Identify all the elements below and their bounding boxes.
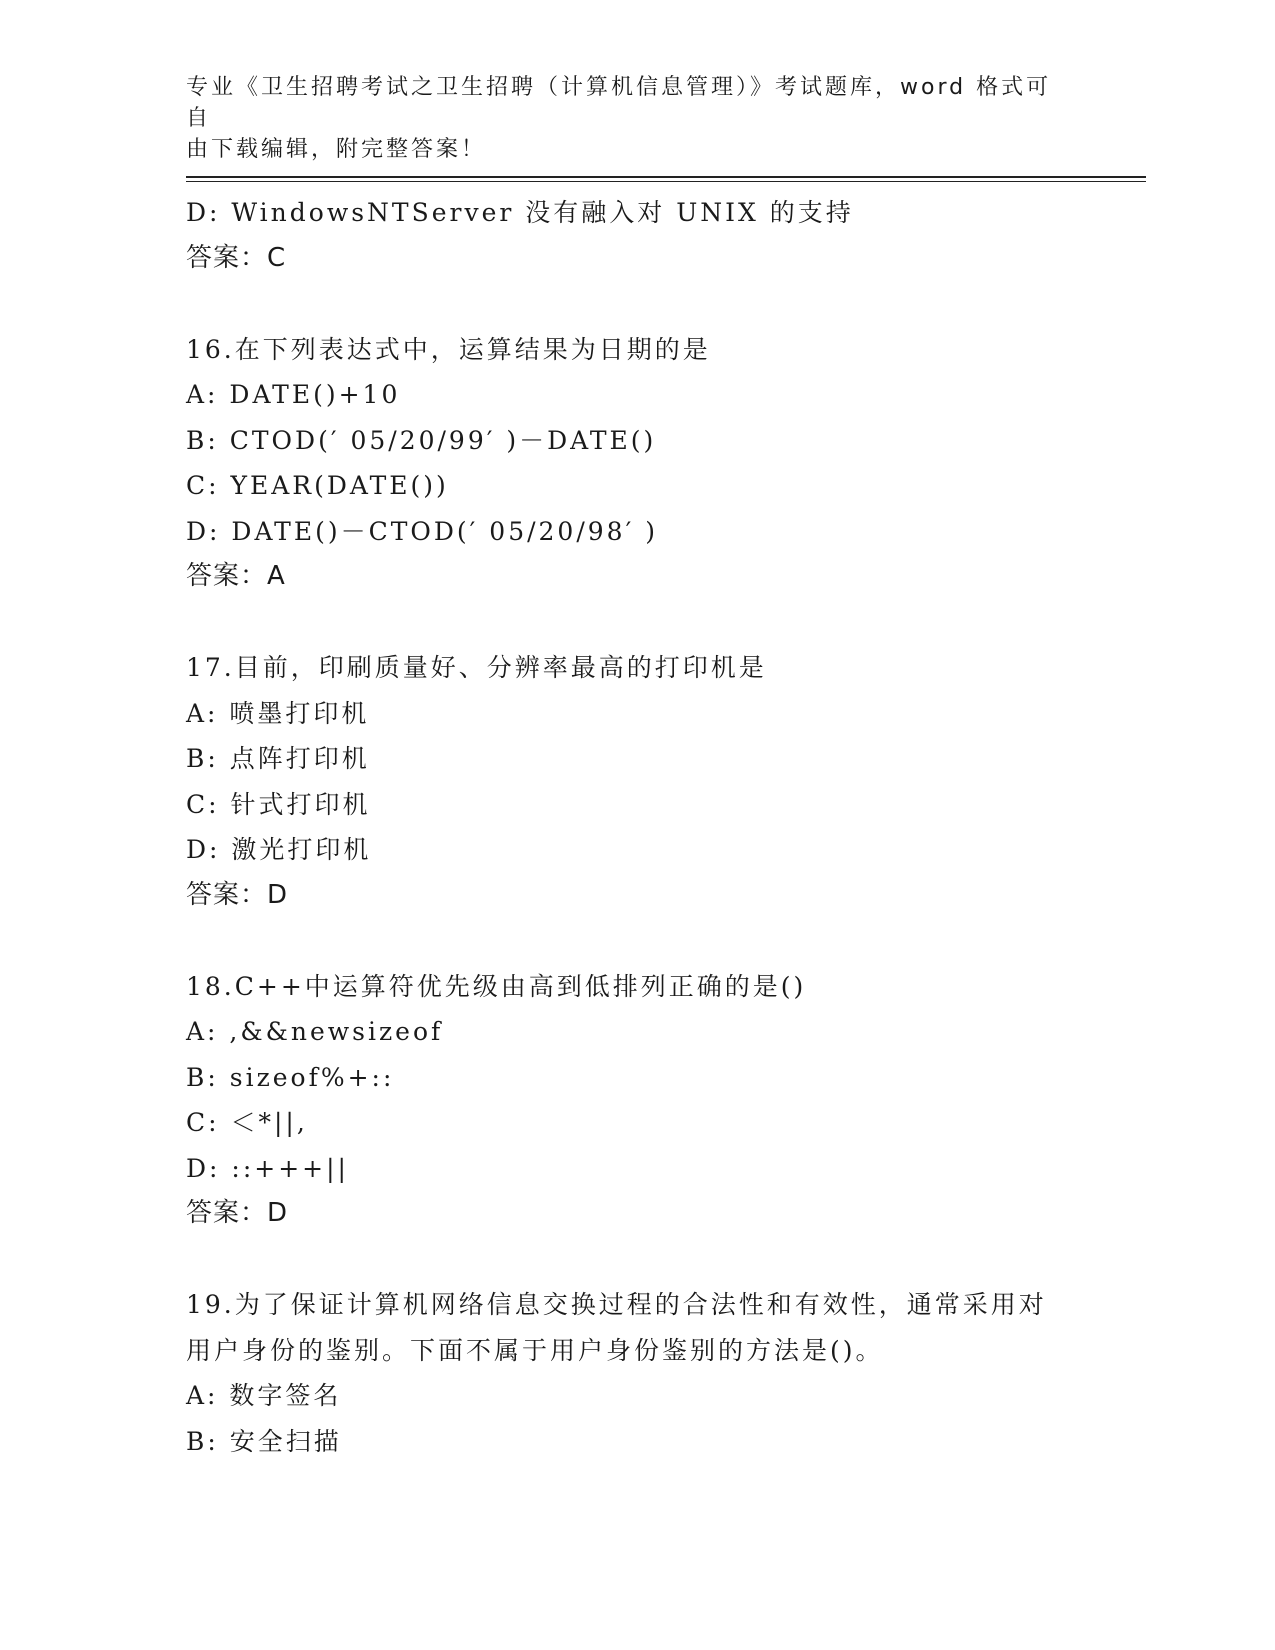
q17-option-a: A: 喷墨打印机 — [186, 698, 370, 728]
q17-option-c: C: 针式打印机 — [186, 789, 371, 819]
q16-option-d: D: DATE()－CTOD(′ 05/20/98′ ) — [186, 516, 658, 546]
q19-stem-line-2: 用户身份的鉴别。下面不属于用户身份鉴别的方法是()。 — [186, 1335, 884, 1365]
header-divider-thick — [186, 176, 1146, 178]
spacer — [186, 600, 1086, 646]
q17-stem: 17.目前，印刷质量好、分辨率最高的打印机是 — [186, 653, 767, 682]
q17-option-b: B: 点阵打印机 — [186, 744, 370, 773]
q18-option-a: A: ,&&newsizeof — [186, 1017, 444, 1046]
spacer — [186, 1237, 1086, 1283]
q18-option-b: B: sizeof%+:: — [186, 1062, 395, 1092]
q19-option-b: B: 安全扫描 — [186, 1426, 342, 1456]
header-divider-thin — [186, 181, 1146, 182]
document-header — [186, 72, 1066, 165]
q17-answer: 答案：D — [186, 879, 289, 910]
q18-stem: 18.C++中运算符优先级由高到低排列正确的是() — [186, 971, 807, 1001]
prev-option-d: D: WindowsNTServer 没有融入对 UNIX 的支持 — [186, 198, 854, 227]
q17-option-d: D: 激光打印机 — [186, 835, 372, 864]
q16-option-a: A: DATE()+10 — [186, 380, 401, 409]
spacer — [186, 281, 1086, 327]
q18-answer: 答案：D — [186, 1198, 289, 1228]
q16-stem: 16.在下列表达式中，运算结果为日期的是 — [186, 334, 711, 364]
q16-option-b: B: CTOD(′ 05/20/99′ )－DATE() — [186, 425, 657, 455]
prev-answer: 答案：C — [186, 242, 287, 273]
q16-answer: 答案：A — [186, 561, 286, 591]
q16-option-c: C: YEAR(DATE()) — [186, 471, 449, 500]
header-line-2: 由下载编辑，附完整答案！ — [186, 137, 487, 162]
q18-option-c: C: ＜*||, — [186, 1108, 308, 1137]
q18-option-d: D: ::+++|| — [186, 1153, 349, 1183]
q19-stem-line-1: 19.为了保证计算机网络信息交换过程的合法性和有效性，通常采用对 — [186, 1290, 1047, 1319]
spacer — [186, 918, 1086, 964]
header-line-1: 专业《卫生招聘考试之卫生招聘（计算机信息管理）》考试题库，word 格式可自 — [186, 75, 1052, 131]
q19-option-a: A: 数字签名 — [186, 1381, 342, 1410]
question-content — [186, 190, 1086, 1464]
